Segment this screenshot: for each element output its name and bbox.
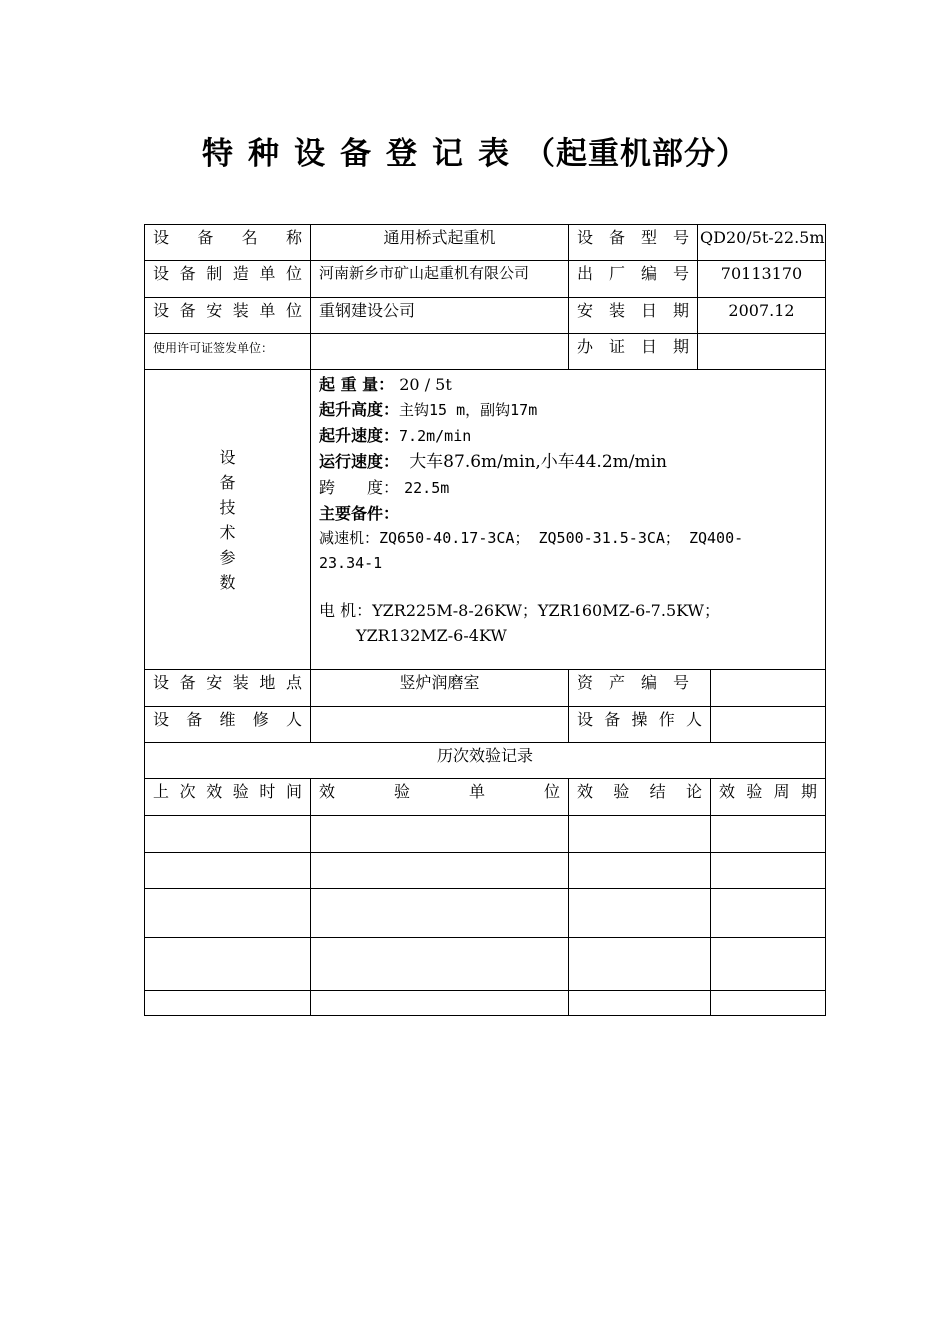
manufacturer-value: 河南新乡市矿山起重机有限公司 <box>311 261 569 298</box>
cell-period <box>711 853 826 889</box>
model-value: QD20/5t-22.5m <box>698 225 826 261</box>
cell-unit <box>311 938 569 991</box>
maintainer-label: 设 备 维 修 人 <box>145 707 311 743</box>
cell-unit <box>311 853 569 889</box>
travel-speed-value: 大车87.6m/min,小车44.2m/min <box>409 452 668 472</box>
cell-period <box>711 938 826 991</box>
cell-conclusion <box>569 816 711 853</box>
cell-time <box>145 853 311 889</box>
row-location <box>145 670 826 707</box>
cell-unit <box>311 889 569 938</box>
capacity-value: 20 / 5t <box>399 375 452 394</box>
permit-date-value <box>698 334 826 370</box>
travel-speed-label: 运行速度： <box>319 452 400 471</box>
tech-label-char: 备 <box>219 472 236 492</box>
row-permit <box>145 334 826 370</box>
tech-params-label <box>145 370 311 670</box>
tech-label-char: 数 <box>219 572 236 592</box>
installer-value: 重钢建设公司 <box>311 298 569 334</box>
cell-time <box>145 816 311 853</box>
row-maintenance <box>145 707 826 743</box>
device-name-value: 通用桥式起重机 <box>311 225 569 261</box>
permit-date-label: 办 证 日 期 <box>569 334 698 370</box>
maintainer-value <box>311 707 569 743</box>
registration-table <box>144 224 826 1016</box>
table-row <box>145 816 826 853</box>
lift-height-value: 主钩15 m，副钩17m <box>399 401 538 419</box>
span-label: 跨 度： <box>319 478 400 497</box>
table-row <box>145 853 826 889</box>
motor-line-1: 电 机：YZR225M-8-26KW；YZR160MZ-6-7.5KW； <box>319 601 720 620</box>
span-line <box>319 475 817 501</box>
location-value: 竖炉润磨室 <box>311 670 569 707</box>
lift-height-line <box>319 397 817 423</box>
cell-period <box>711 889 826 938</box>
tech-label-char: 术 <box>219 522 236 542</box>
install-date-value: 2007.12 <box>698 298 826 334</box>
permit-issuer-value <box>311 334 569 370</box>
asset-value <box>711 670 826 707</box>
parts-line <box>319 501 817 526</box>
parts-label: 主要备件： <box>319 504 400 523</box>
permit-issuer-label: 使用许可证签发单位： <box>145 334 311 370</box>
row-inspection-title <box>145 743 826 779</box>
cell-conclusion <box>569 991 711 1016</box>
lift-speed-value: 7.2m/min <box>399 427 472 445</box>
lift-height-label: 起升高度： <box>319 400 400 419</box>
row-inspection-header <box>145 779 826 816</box>
cell-conclusion <box>569 853 711 889</box>
motor-line-2: YZR132MZ-6-4KW <box>356 626 507 645</box>
inspection-section-title: 历次效验记录 <box>145 743 826 779</box>
device-name-label: 设 备 名 称 <box>145 225 311 261</box>
lift-speed-line <box>319 423 817 449</box>
table-row <box>145 889 826 938</box>
travel-speed-line <box>319 449 817 475</box>
cell-unit <box>311 816 569 853</box>
row-tech-params <box>145 370 826 670</box>
row-installer <box>145 298 826 334</box>
location-label: 设备安装地点 <box>145 670 311 707</box>
cell-time <box>145 889 311 938</box>
table-row <box>145 991 826 1016</box>
page-title <box>0 128 950 173</box>
row-device-name <box>145 225 826 261</box>
manufacturer-label: 设备制造单位 <box>145 261 311 298</box>
cell-time <box>145 938 311 991</box>
cell-conclusion <box>569 889 711 938</box>
reducer-line-1: 减速机：ZQ650-40.17-3CA； ZQ500-31.5-3CA； ZQ400- <box>319 529 744 547</box>
asset-label: 资 产 编 号 <box>569 670 711 707</box>
installer-label: 设备安装单位 <box>145 298 311 334</box>
capacity-line <box>319 372 817 397</box>
title-suffix: （起重机部分） <box>524 136 748 172</box>
cell-conclusion <box>569 938 711 991</box>
row-manufacturer <box>145 261 826 298</box>
install-date-label: 安 装 日 期 <box>569 298 698 334</box>
reducer-line-2: 23.34-1 <box>319 554 383 572</box>
tech-label-char: 参 <box>219 547 236 567</box>
cell-period <box>711 816 826 853</box>
operator-label: 设备操作人 <box>569 707 711 743</box>
lift-speed-label: 起升速度： <box>319 426 400 445</box>
col-header-unit: 效 验 单 位 <box>311 779 569 816</box>
col-header-time: 上次效验时间 <box>145 779 311 816</box>
tech-params-content <box>311 370 826 670</box>
cell-unit <box>311 991 569 1016</box>
capacity-label: 起 重 量： <box>319 375 395 394</box>
tech-label-char: 设 <box>219 447 236 467</box>
col-header-conclusion: 效验结论 <box>569 779 711 816</box>
title-main: 特种设备登记表 <box>202 136 524 172</box>
spacer <box>319 576 817 598</box>
serial-value: 70113170 <box>698 261 826 298</box>
cell-time <box>145 991 311 1016</box>
span-value: 22.5m <box>404 479 450 497</box>
col-header-period: 效验周期 <box>711 779 826 816</box>
operator-value <box>711 707 826 743</box>
cell-period <box>711 991 826 1016</box>
tech-label-char: 技 <box>219 497 236 517</box>
table-row <box>145 938 826 991</box>
model-label: 设 备 型 号 <box>569 225 698 261</box>
serial-label: 出 厂 编 号 <box>569 261 698 298</box>
